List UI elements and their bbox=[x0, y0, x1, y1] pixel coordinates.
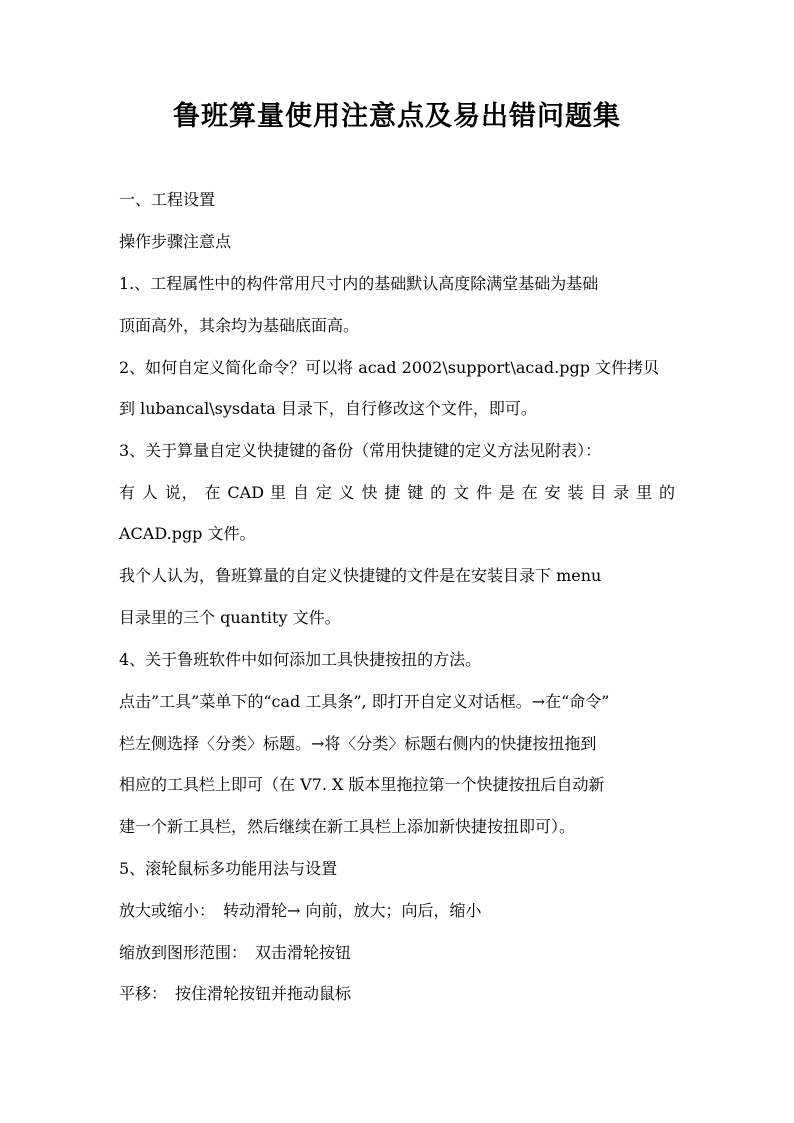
paragraph-line: 放大或缩小： 转动滑轮→ 向前，放大；向后，缩小 bbox=[119, 901, 482, 920]
paragraph-line: 5、滚轮鼠标多功能用法与设置 bbox=[119, 859, 338, 878]
paragraph-line: 相应的工具栏上即可（在 V7. X 版本里拖拉第一个快捷按扭后自动新 bbox=[119, 775, 605, 794]
document-title: 鲁班算量使用注意点及易出错问题集 bbox=[173, 101, 621, 132]
section-heading-project-settings: 一、工程设置 bbox=[119, 190, 216, 209]
paragraph-line: 我个人认为，鲁班算量的自定义快捷键的文件是在安装目录下 menu bbox=[119, 566, 602, 585]
paragraph-line: 目录里的三个 quantity 文件。 bbox=[119, 608, 341, 627]
paragraph-line: 4、关于鲁班软件中如何添加工具快捷按扭的方法。 bbox=[119, 650, 482, 669]
paragraph-line: 有 人 说， 在 CAD 里 自 定 义 快 捷 键 的 文 件 是 在 安 装 目 录 里 的 bbox=[119, 483, 675, 502]
paragraph-line: 平移： 按住滑轮按钮并拖动鼠标 bbox=[119, 984, 352, 1003]
paragraph-line: 2、如何自定义简化命令？可以将 acad 2002\support\acad.pgp 文件拷贝 bbox=[119, 358, 660, 377]
paragraph-line: 缩放到图形范围： 双击滑轮按钮 bbox=[119, 943, 352, 962]
subheading-operation-notes: 操作步骤注意点 bbox=[119, 232, 232, 251]
paragraph-line: 建一个新工具栏，然后继续在新工具栏上添加新快捷按扭即可）。 bbox=[119, 817, 576, 836]
paragraph-line: 栏左侧选择〈分类〉标题。→将〈分类〉标题右侧内的快捷按扭拖到 bbox=[119, 734, 597, 753]
paragraph-line: 到 lubancal\sysdata 目录下，自行修改这个文件，即可。 bbox=[119, 399, 537, 418]
paragraph-line: 点击”工具”菜单下的“cad 工具条”, 即打开自定义对话框。→在“命令” bbox=[119, 692, 610, 711]
paragraph-line: 3、关于算量自定义快捷键的备份（常用快捷键的定义方法见附表）： bbox=[119, 441, 602, 460]
paragraph-line: 顶面高外，其余均为基础底面高。 bbox=[119, 316, 360, 335]
paragraph-line: ACAD.pgp 文件。 bbox=[119, 524, 256, 543]
paragraph-line: 1.、工程属性中的构件常用尺寸内的基础默认高度除满堂基础为基础 bbox=[119, 274, 599, 293]
